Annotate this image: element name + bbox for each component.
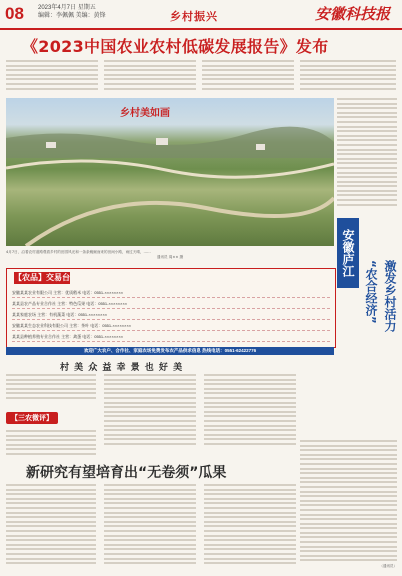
third-col-3: [204, 484, 296, 567]
lead-column-2: [104, 60, 196, 92]
photo-art: [6, 98, 334, 246]
lead-article: [6, 60, 398, 96]
photo-title: 乡村美如画: [120, 108, 170, 119]
right-article-upper: [337, 98, 397, 214]
photo-caption-block: [6, 250, 334, 260]
trade-row: 某某县农产品专业合作社 主营：特色瓜果 电话：0551-××××××××: [12, 299, 330, 309]
second-col-1: [6, 374, 96, 402]
trade-row: 安徽某某生态农业科技有限公司 主营：茶叶 电话：0551-××××××××: [12, 321, 330, 331]
lead-column-4: [300, 60, 396, 92]
main-headline: 《2023中国农业农村低碳发展报告》发布: [22, 37, 329, 56]
trade-board-footer: 欢迎广大农户、合作社、家庭农场免费发布农产品供求信息 热线电话：0551-62422776: [6, 347, 334, 355]
second-col-1b: [6, 430, 96, 458]
trade-row: 某某家庭农场 主营：有机蔬菜 电话：0551-××××××××: [12, 310, 330, 320]
column-subhead: 村 美 众 益 幸 景 也 好 美: [60, 363, 184, 373]
third-col-2: [104, 484, 196, 567]
sidebar-line-2: “农合经济”: [364, 260, 378, 324]
landscape-photo: [6, 98, 334, 246]
second-headline: 新研究有望培育出“无卷须”瓜果: [26, 465, 227, 481]
header-meta: [38, 4, 106, 20]
right-credit: （通讯员）: [379, 564, 397, 569]
sidebar-line-3: 激发乡村活力: [383, 260, 397, 332]
trade-row: 某某县种植养殖专业合作社 主营：禽蛋 电话：0551-××××××××: [12, 332, 330, 342]
third-article: [6, 484, 296, 572]
page-number: 08: [5, 4, 24, 23]
second-col-3: [204, 374, 296, 448]
trade-row: 安徽某某农业有限公司 主营：优质稻米 电话：0551-××××××××: [12, 288, 330, 298]
header-editors: 编辑：李佩佩 美编：黄锋: [38, 13, 106, 19]
right-article-lower: [300, 440, 397, 572]
photo-caption: 4月7日，沿着农村道路观看乡村的田园风光和一条条蜿蜒而来的田间小路，雨过天晴，……: [6, 250, 151, 254]
photo-credit: 通讯员 周×× 摄: [156, 255, 184, 259]
masthead-logo: 安徽科技报: [315, 5, 391, 23]
second-col-2: [104, 374, 196, 448]
section-title: 乡村振兴: [170, 11, 218, 23]
sidebar-headline: [337, 218, 399, 438]
sidebar-place: 安徽庐江: [337, 218, 359, 288]
third-col-1: [6, 484, 96, 567]
lead-column-3: [202, 60, 294, 92]
trade-board-title: 【农品】交易台: [14, 273, 70, 282]
header-date: 2023年4月7日 星期五: [38, 5, 96, 11]
commentary-tag: 【三农微评】: [6, 412, 58, 424]
lead-column-1: [6, 60, 98, 92]
